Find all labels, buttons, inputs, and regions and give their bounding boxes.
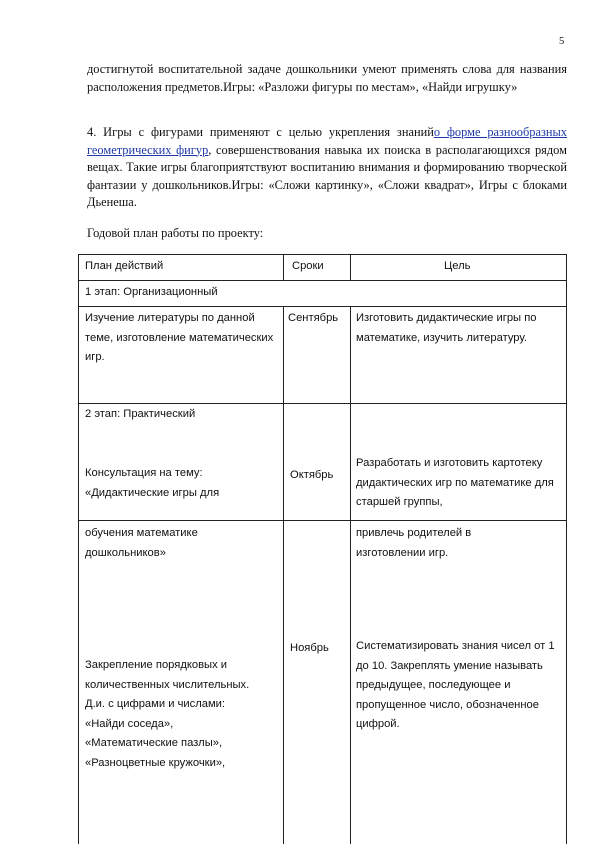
row3-plan-line: Закрепление порядковых и bbox=[85, 659, 228, 671]
header-plan: План действий bbox=[85, 260, 164, 272]
table-border-left bbox=[78, 254, 79, 844]
row1-plan: Изучение литературы по данной теме, изготовление математических игр. bbox=[85, 312, 274, 363]
row3-plan-line: «Математические пазлы», bbox=[85, 737, 223, 749]
col-divider-1-header bbox=[283, 254, 284, 281]
row1-goal: Изготовить дидактические игры по математике, изучить литературу. bbox=[356, 312, 537, 344]
row3-goal-bottom: Систематизировать знания чисел от 1 до 10. Закреплять умение называть предыдущее, последующее и пропущенное число, обозначенное цифрой. bbox=[356, 640, 555, 730]
row2-dates: Октябрь bbox=[290, 469, 334, 481]
row1-divider bbox=[78, 403, 567, 404]
table-border-right bbox=[566, 254, 567, 844]
col-divider-2-header bbox=[350, 254, 351, 281]
geometric-figures-link[interactable]: о форме разнообразных геометрических фигур bbox=[87, 125, 567, 157]
table-caption: Годовой план работы по проекту: bbox=[87, 226, 264, 240]
row2-divider bbox=[78, 520, 567, 521]
paragraph-1: достигнутой воспитательной задаче дошкольники умеют применять слова для названия расположения предметов.Игры: «Разложи фигуры по местам», «Найди игрушку» bbox=[87, 62, 567, 94]
row3-plan-line: «Разноцветные кружочки», bbox=[85, 756, 226, 769]
row2-plan: Консультация на тему: «Дидактические игры для bbox=[85, 467, 220, 499]
stage1-divider bbox=[78, 306, 567, 307]
col-divider-1 bbox=[283, 306, 284, 844]
row3-plan-list bbox=[85, 656, 280, 773]
paragraph-2-start: 4. Игры с фигурами применяют с целью укрепления знаний bbox=[87, 125, 434, 139]
row3-plan-line: Д.и. с цифрами и числами: bbox=[85, 698, 226, 710]
stage2-title: 2 этап: Практический bbox=[85, 408, 196, 420]
row3-plan-line: «Найди соседа», bbox=[85, 717, 174, 730]
row1-dates: Сентябрь bbox=[288, 312, 339, 324]
page-number: 5 bbox=[559, 36, 565, 47]
paragraph-2-end: , совершенствования навыка их поиска в располагающихся рядом вещах. Такие игры благоприятствуют воспитанию внимания и формированию творческой фантазии у дошкольников.Игры: «Сложи картинку», «Сложи квадрат», Игры с блоками Дьенеша. bbox=[87, 142, 567, 209]
header-goal: Цель bbox=[444, 260, 471, 272]
plan-table bbox=[78, 254, 567, 844]
table-border-top bbox=[78, 254, 567, 255]
row3-plan-line: количественных числительных. bbox=[85, 678, 250, 691]
table-header-divider bbox=[78, 280, 567, 281]
stage1-title: 1 этап: Организационный bbox=[85, 286, 218, 298]
row2-goal: Разработать и изготовить картотеку дидактических игр по математике для старшей группы, bbox=[356, 457, 554, 508]
row3-plan-top: обучения математике дошкольников» bbox=[85, 527, 198, 559]
row3-goal-top: привлечь родителей в изготовлении игр. bbox=[356, 527, 472, 559]
paragraph-2 bbox=[87, 124, 567, 212]
header-dates: Сроки bbox=[292, 260, 324, 272]
row3-dates: Ноябрь bbox=[290, 642, 329, 654]
col-divider-2 bbox=[350, 306, 351, 844]
